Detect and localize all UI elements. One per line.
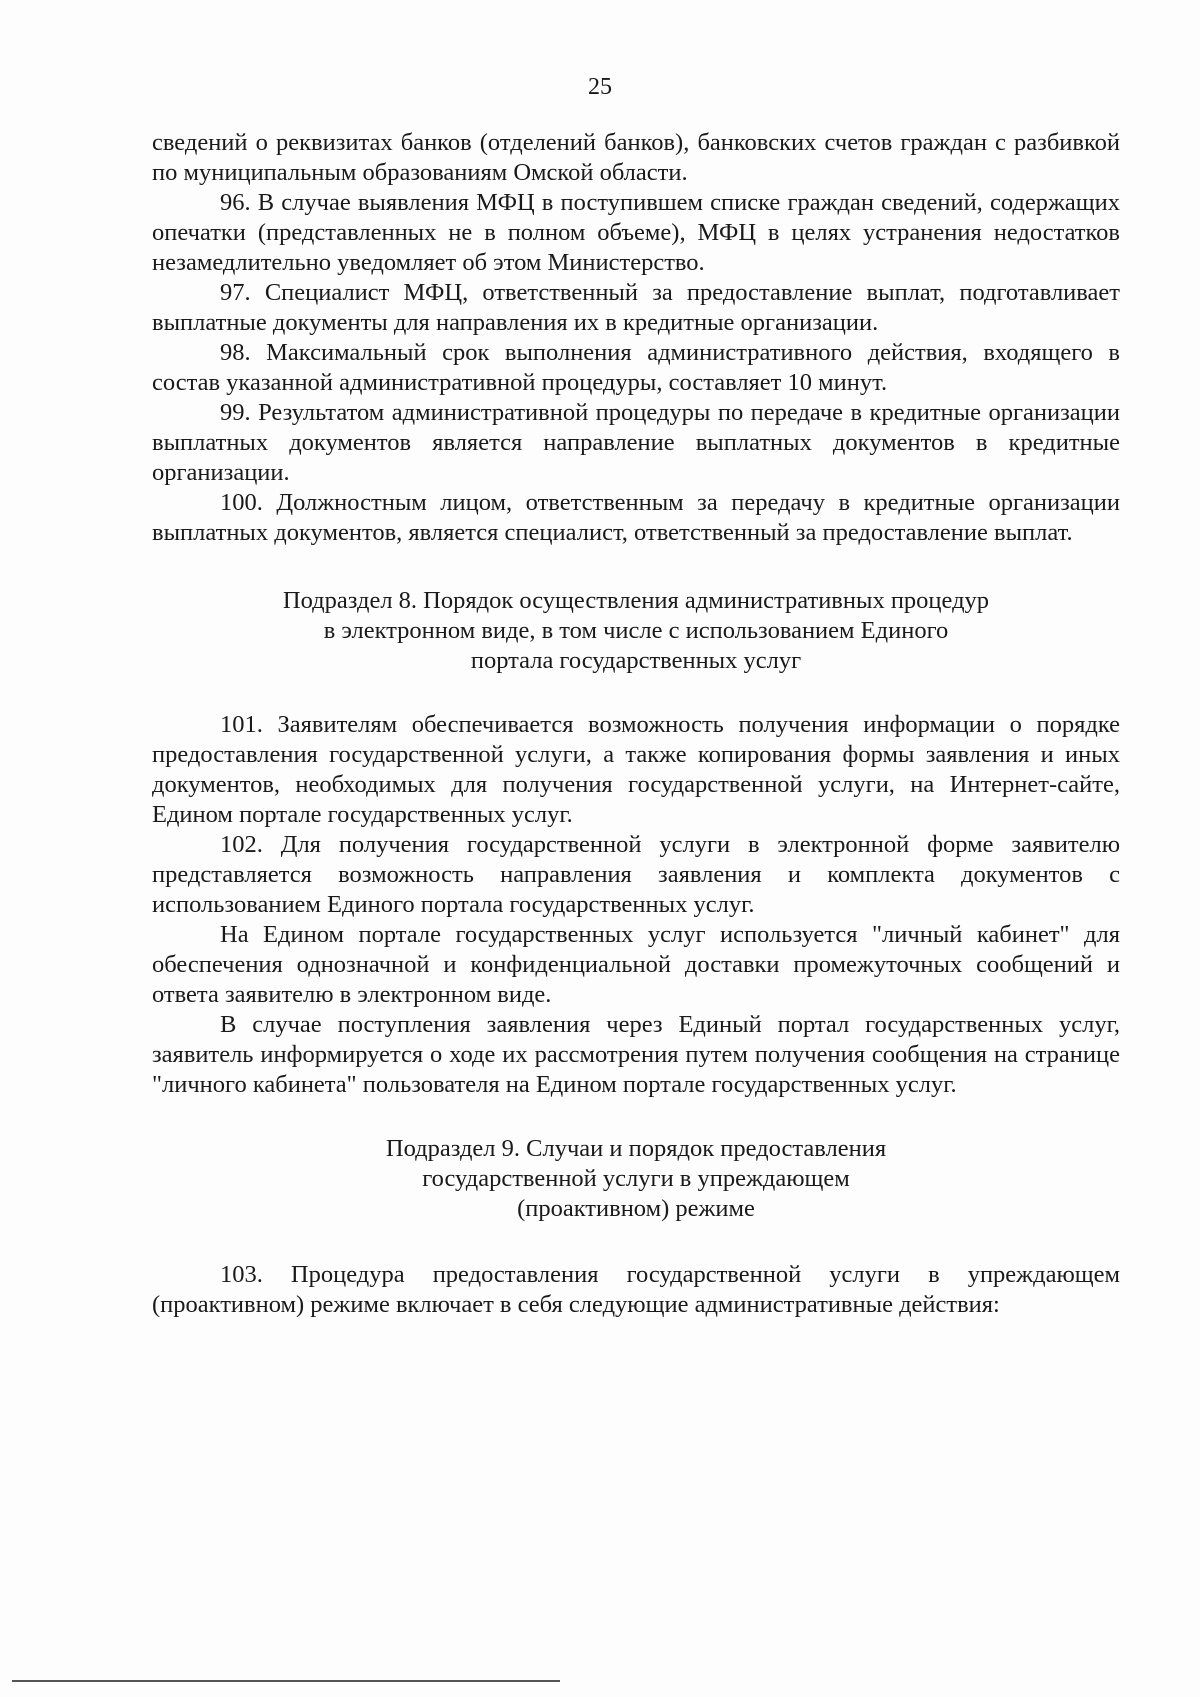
paragraph-102-notification: В случае поступления заявления через Единый портал государственных услуг, заявитель информируется о ходе их рассмотрения путем получения сообщения на странице "личного кабинета" пользователя на Едином портале государственных услуг. <box>152 1011 1120 1098</box>
subsection-8-heading <box>152 586 1120 676</box>
paragraph-97: 97. Специалист МФЦ, ответственный за предоставление выплат, подготавливает выплатные документы для направления их в кредитные организации. <box>152 279 1120 336</box>
subsection-8-heading-line2: в электронном виде, в том числе с использованием Единого <box>323 617 949 644</box>
subsection-8-heading-line3: портала государственных услуг <box>470 647 802 674</box>
paragraph-continuation: сведений о реквизитах банков (отделений банков), банковских счетов граждан с разбивкой по муниципальным образованиям Омской области. <box>152 129 1120 186</box>
subsection-9-heading-line2: государственной услуги в упреждающем <box>422 1165 850 1192</box>
document-body <box>152 128 1120 1320</box>
paragraph-96: 96. В случае выявления МФЦ в поступившем списке граждан сведений, содержащих опечатки (представленных не в полном объеме), МФЦ в целях устранения недостатков незамедлительно уведомляет об этом Министерство. <box>152 189 1120 276</box>
paragraph-101: 101. Заявителям обеспечивается возможность получения информации о порядке предоставления государственной услуги, а также копирования формы заявления и иных документов, необходимых для получения государственной услуги, на Интернет-сайте, Едином портале государственных услуг. <box>152 711 1120 828</box>
paragraph-103: 103. Процедура предоставления государственной услуги в упреждающем (проактивном) режиме включает в себя следующие административные действия: <box>152 1261 1120 1318</box>
paragraph-102: 102. Для получения государственной услуги в электронной форме заявителю представляется возможность направления заявления и комплекта документов с использованием Единого портала государственных услуг. <box>152 831 1120 918</box>
scan-edge-line <box>12 1680 560 1682</box>
page-number: 25 <box>588 74 612 100</box>
subsection-9-heading <box>152 1134 1120 1224</box>
subsection-9-heading-line1: Подраздел 9. Случаи и порядок предоставления <box>385 1135 887 1162</box>
subsection-8-heading-line1: Подраздел 8. Порядок осуществления административных процедур <box>282 587 990 614</box>
paragraph-102-personal-cabinet: На Едином портале государственных услуг используется "личный кабинет" для обеспечения однозначной и конфиденциальной доставки промежуточных сообщений и ответа заявителю в электронном виде. <box>152 921 1120 1008</box>
paragraph-99: 99. Результатом административной процедуры по передаче в кредитные организации выплатных документов является направление выплатных документов в кредитные организации. <box>152 399 1120 486</box>
subsection-9-heading-line3: (проактивном) режиме <box>517 1195 755 1222</box>
paragraph-98: 98. Максимальный срок выполнения административного действия, входящего в состав указанной административной процедуры, составляет 10 минут. <box>152 339 1120 396</box>
paragraph-100: 100. Должностным лицом, ответственным за передачу в кредитные организации выплатных документов, является специалист, ответственный за предоставление выплат. <box>152 489 1120 546</box>
